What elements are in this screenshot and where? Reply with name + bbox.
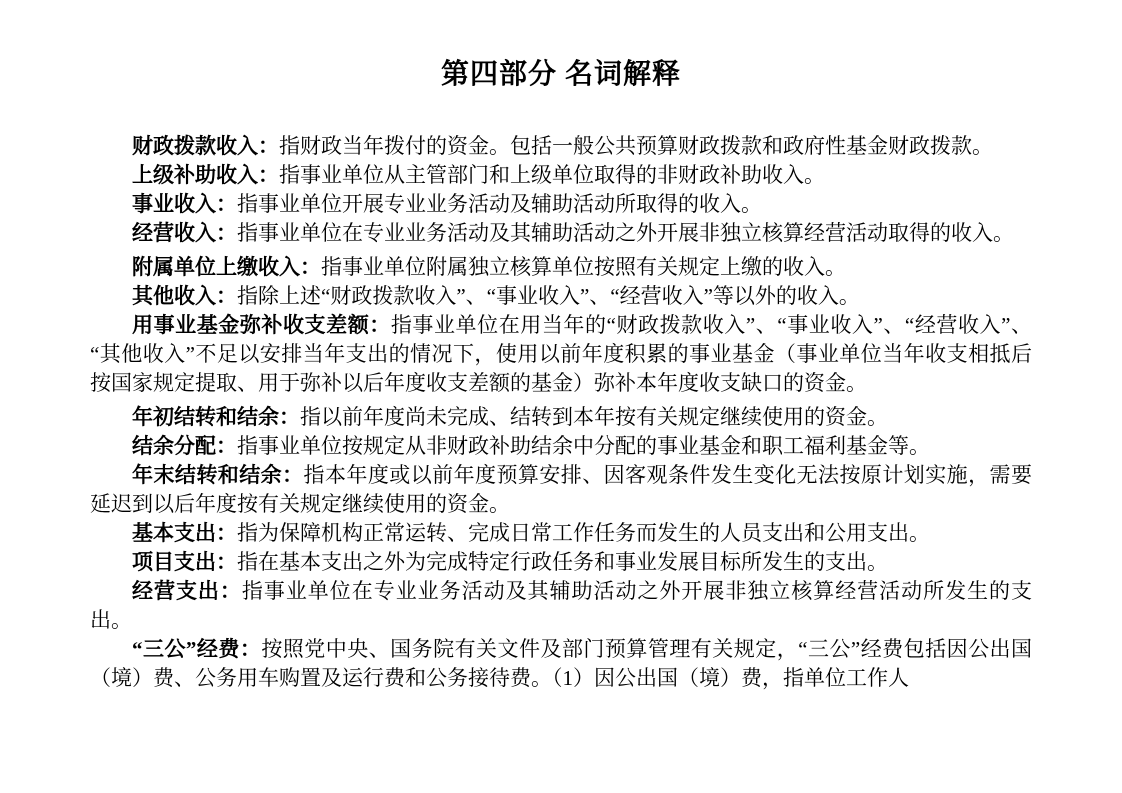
term-label: 基本支出： [132, 521, 237, 545]
definition-paragraph [90, 577, 1032, 635]
definition-paragraph [90, 519, 1032, 548]
definition-paragraph [90, 311, 1032, 398]
definition-paragraph [90, 253, 1032, 282]
term-definition: 指事业单位在用当年的“财政拨款收入”、“事业收入”、“经营收入”、“其他收入”不足以安排当年支出的情况下，使用以前年度积累的事业基金（事业单位当年收支相抵后按国家规定提取、用于弥补以后年度收支差额的基金）弥补本年度收支缺口的资金。 [90, 313, 1032, 395]
term-definition: 指事业单位在专业业务活动及其辅助活动之外开展非独立核算经营活动取得的收入。 [237, 221, 1014, 245]
term-definition: 指事业单位开展专业业务活动及辅助活动所取得的收入。 [237, 192, 762, 216]
term-label: 年初结转和结余： [132, 405, 300, 429]
term-definition: 指事业单位在专业业务活动及其辅助活动之外开展非独立核算经营活动所发生的支出。 [90, 579, 1032, 632]
term-definition: 指事业单位附属独立核算单位按照有关规定上缴的收入。 [321, 255, 846, 279]
page-title: 第四部分 名词解释 [440, 59, 681, 90]
term-label: “三公”经费： [132, 637, 262, 661]
definition-paragraph [90, 219, 1032, 248]
definition-paragraph [90, 635, 1032, 693]
term-definition: 指以前年度尚未完成、结转到本年按有关规定继续使用的资金。 [300, 405, 888, 429]
definition-paragraph [90, 548, 1032, 577]
term-label: 附属单位上缴收入： [132, 255, 321, 279]
term-label: 上级补助收入： [132, 163, 279, 187]
definition-paragraph [90, 132, 1032, 161]
term-definition: 指事业单位从主管部门和上级单位取得的非财政补助收入。 [279, 163, 825, 187]
term-definition: 指财政当年拨付的资金。包括一般公共预算财政拨款和政府性基金财政拨款。 [279, 134, 993, 158]
term-definition: 指除上述“财政拨款收入”、“事业收入”、“经营收入”等以外的收入。 [237, 284, 860, 308]
term-definition: 指为保障机构正常运转、完成日常工作任务而发生的人员支出和公用支出。 [237, 521, 930, 545]
definition-paragraph [90, 190, 1032, 219]
definition-paragraph [90, 461, 1032, 519]
term-label: 用事业基金弥补收支差额： [132, 313, 391, 337]
term-definition: 指本年度或以前年度预算安排、因客观条件发生变化无法按原计划实施，需要延迟到以后年度按有关规定继续使用的资金。 [90, 463, 1033, 516]
term-label: 项目支出： [132, 550, 237, 574]
term-definition: 指在基本支出之外为完成特定行政任务和事业发展目标所发生的支出。 [237, 550, 888, 574]
definition-paragraph [90, 403, 1032, 432]
term-label: 事业收入： [132, 192, 237, 216]
glossary-content [90, 132, 1032, 693]
term-definition: 按照党中央、国务院有关文件及部门预算管理有关规定，“三公”经费包括因公出国（境）费、公务用车购置及运行费和公务接待费。（1）因公出国（境）费，指单位工作人 [90, 637, 1033, 690]
definition-paragraph [90, 432, 1032, 461]
term-label: 年末结转和结余： [132, 463, 304, 487]
term-label: 结余分配： [132, 434, 237, 458]
term-label: 财政拨款收入： [132, 134, 279, 158]
definition-paragraph [90, 161, 1032, 190]
term-label: 其他收入： [132, 284, 237, 308]
term-label: 经营支出： [132, 579, 242, 603]
term-definition: 指事业单位按规定从非财政补助结余中分配的事业基金和职工福利基金等。 [237, 434, 930, 458]
definition-paragraph [90, 282, 1032, 311]
term-label: 经营收入： [132, 221, 237, 245]
